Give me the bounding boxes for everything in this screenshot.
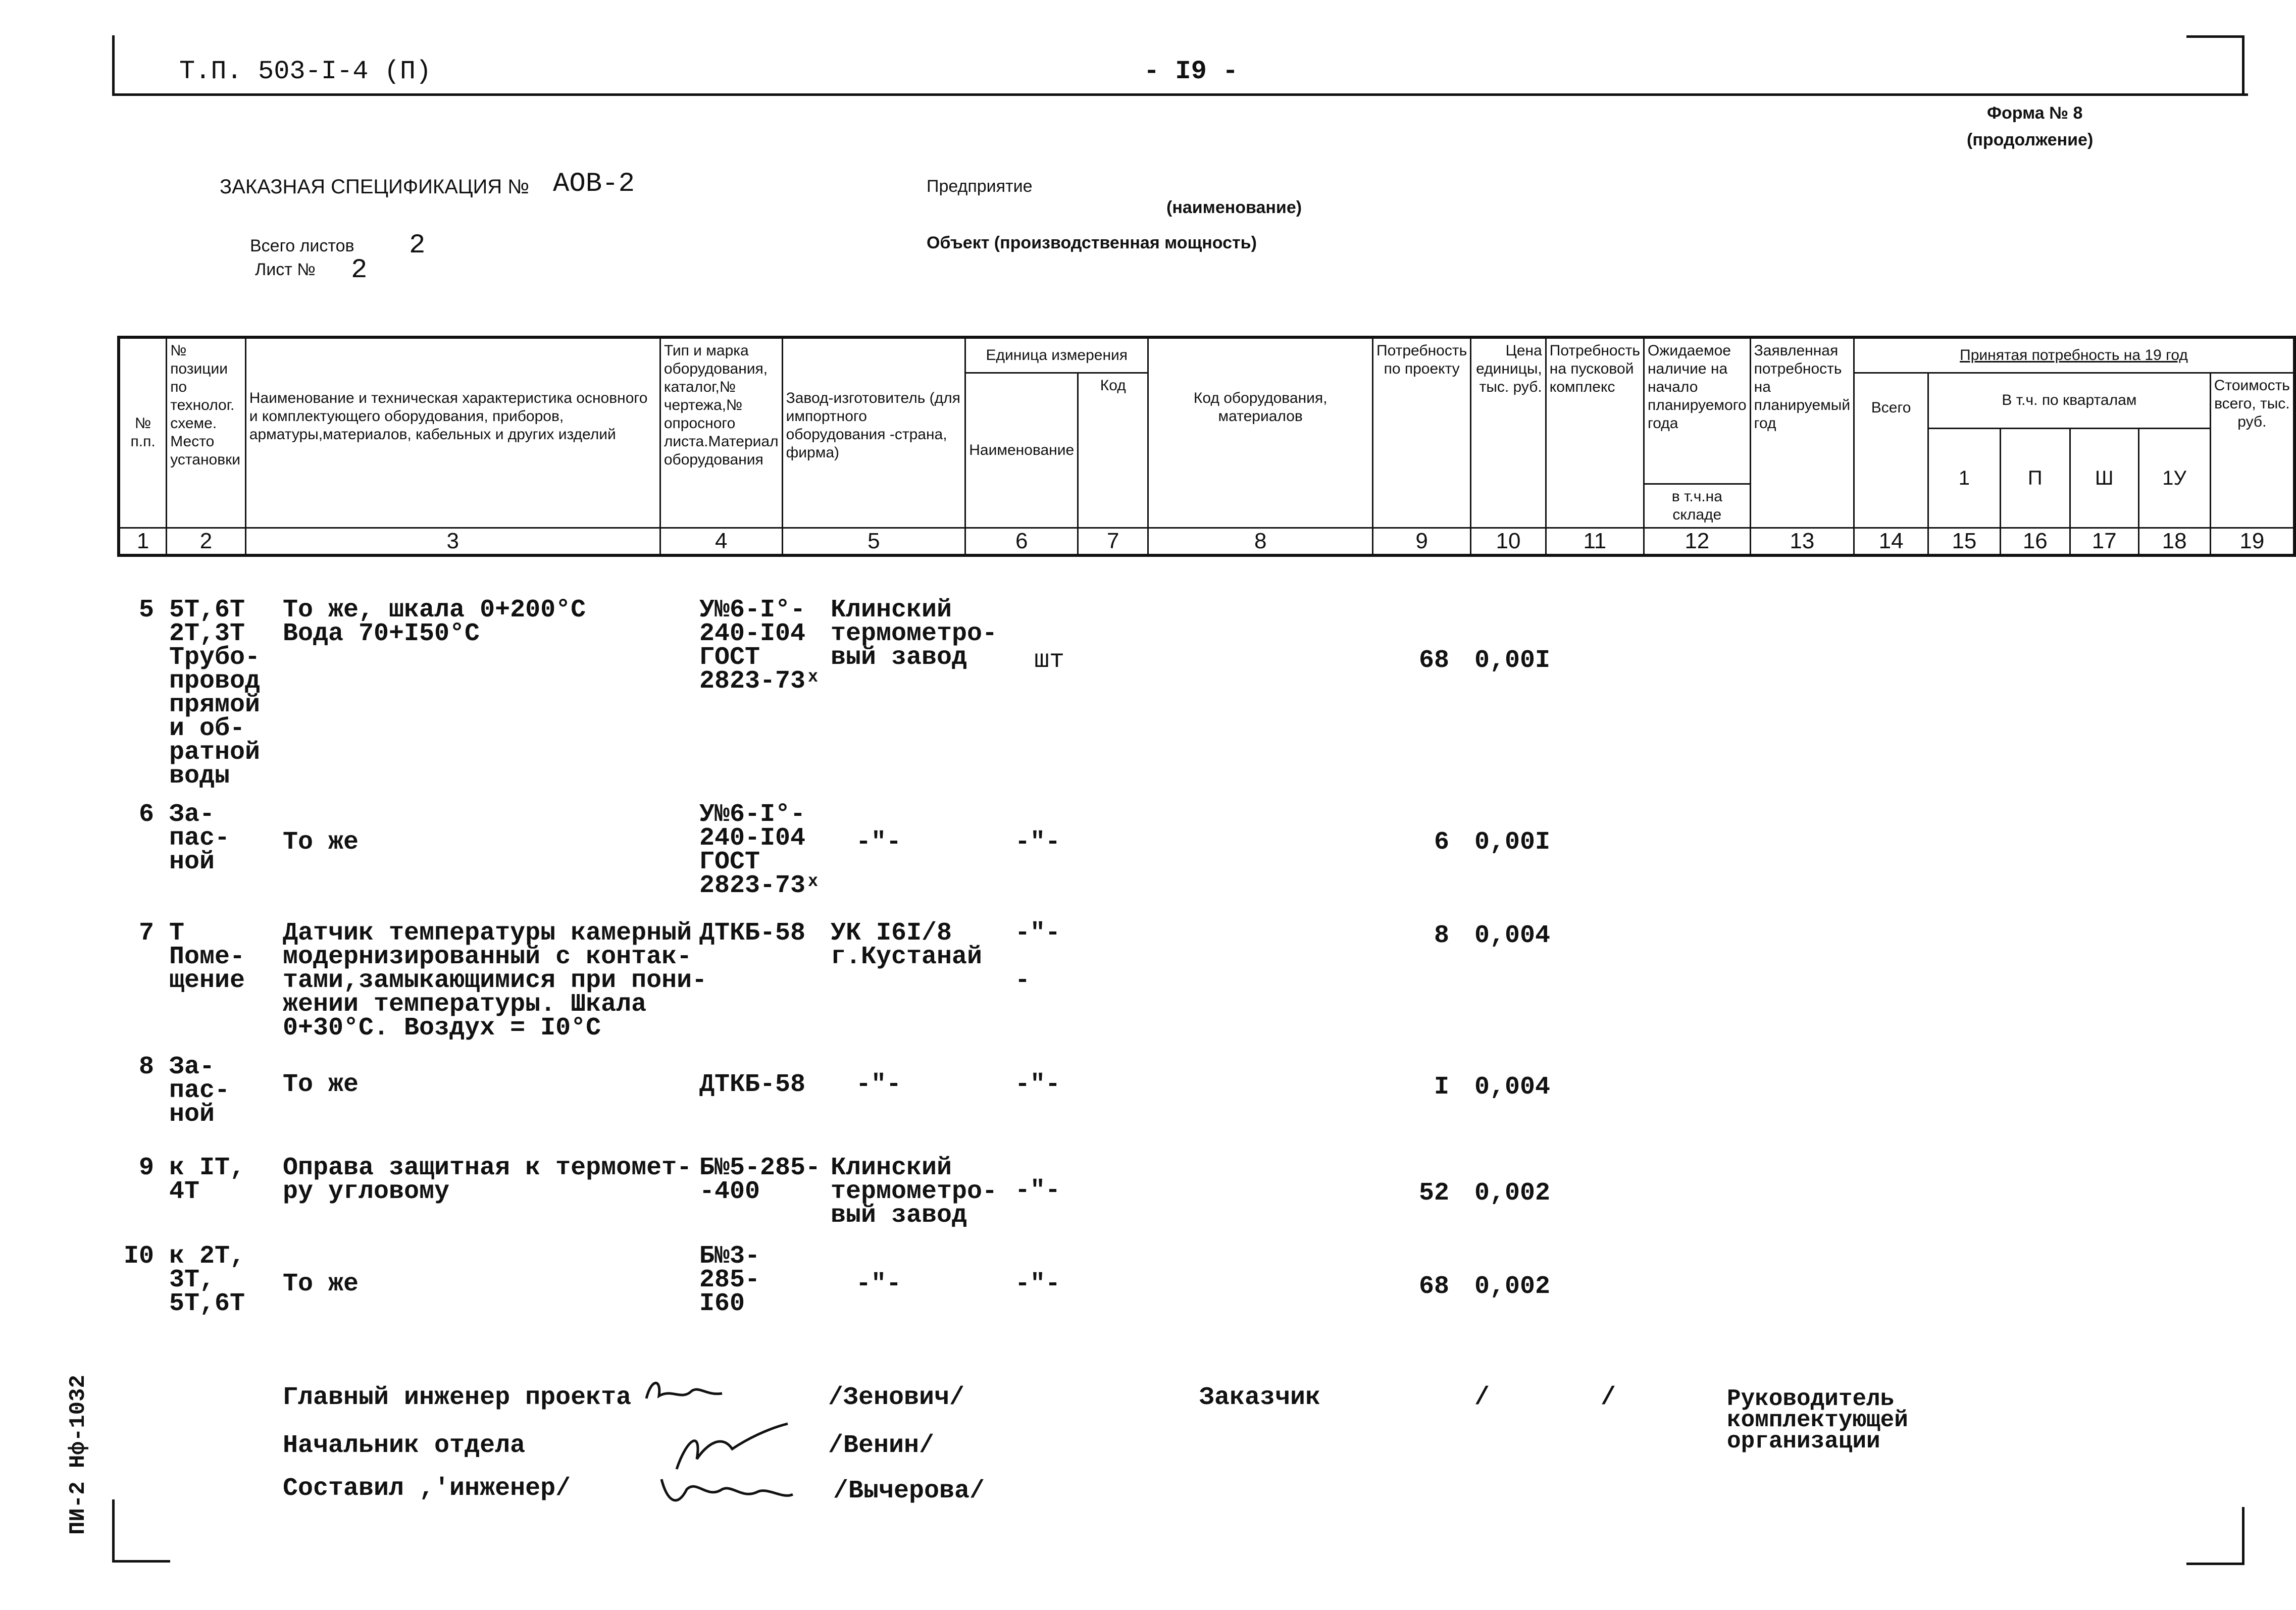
head-col-5: Завод-изготовитель (для импортного оборудования -страна, фирма) — [782, 337, 965, 528]
chief-engineer-name: /Зенович/ — [828, 1383, 965, 1412]
col-num: 8 — [1148, 528, 1373, 555]
head-col-16: П — [2000, 428, 2070, 528]
head-col-12b: в т.ч.на складе — [1644, 484, 1750, 528]
head-col-4: Тип и марка оборудования, каталог,№ чертежа,№ опросного листа.Материал оборудования — [660, 337, 782, 528]
object-label: Объект (производственная мощность) — [927, 233, 1257, 252]
row-type: У№6-I°- 240-I04 ГОСТ 2823-73ˣ — [699, 800, 821, 900]
enterprise-note: (наименование) — [1166, 198, 1302, 217]
row-name: То же, шкала 0+200°С Вода 70+I50°С — [283, 596, 586, 648]
signature-compiled — [656, 1469, 798, 1515]
row-number: 8 — [138, 1053, 154, 1081]
row-position: к 2Т, 3Т, 5Т,6Т — [169, 1242, 245, 1318]
row-type: ДТКБ-58 — [699, 919, 806, 948]
total-sheets-label: Всего листов — [250, 236, 354, 255]
row-number: 7 — [138, 919, 154, 948]
col-num: 5 — [782, 528, 965, 555]
dept-head-label: Начальник отдела — [283, 1431, 526, 1460]
chief-engineer-label: Главный инженер проекта — [283, 1383, 632, 1412]
frame-top-right-h — [2186, 35, 2244, 38]
sheet-value: 2 — [351, 255, 368, 286]
head-col-7: Код — [1078, 373, 1148, 528]
row-qty: 6 — [1434, 828, 1449, 857]
row-qty: 8 — [1434, 921, 1449, 950]
col-num: 10 — [1471, 528, 1546, 555]
head-col-1: № п.п. — [119, 337, 167, 528]
spec-number: АОВ-2 — [553, 169, 635, 199]
col-num: 11 — [1546, 528, 1644, 555]
row-maker: -"- — [856, 1270, 902, 1299]
row-qty: I — [1434, 1073, 1449, 1102]
col-num: 1 — [119, 528, 167, 555]
compiled-label: Составил ,'инженер/ — [283, 1474, 571, 1503]
col-num: 13 — [1750, 528, 1854, 555]
document-code: Т.П. 503-I-4 (П) — [179, 57, 432, 86]
col-num: 2 — [167, 528, 246, 555]
row-type: Б№5-285- -400 — [699, 1154, 821, 1206]
head-unit-group: Единица измерения — [965, 337, 1148, 373]
head-col-9: Потребность по проекту — [1373, 337, 1471, 528]
frame-bottom-right-v — [2242, 1507, 2244, 1565]
row-number: I0 — [123, 1242, 154, 1271]
col-num: 3 — [245, 528, 660, 555]
row-price: 0,00I — [1474, 646, 1551, 675]
row-maker: -"- — [856, 828, 902, 857]
frame-bottom-left-h — [112, 1560, 170, 1563]
spec-label: ЗАКАЗНАЯ СПЕЦИФИКАЦИЯ № — [220, 176, 530, 198]
col-num: 18 — [2138, 528, 2210, 555]
sheet-label: Лист № — [255, 260, 316, 279]
row-maker: -"- — [856, 1070, 902, 1099]
page-number: - I9 - — [1144, 57, 1239, 86]
head-quarters-group: В т.ч. по кварталам — [1928, 373, 2211, 428]
col-num: 19 — [2210, 528, 2294, 555]
row-unit: -"- — [1015, 1176, 1061, 1205]
col-num: 4 — [660, 528, 782, 555]
row-price: 0,00I — [1474, 828, 1551, 857]
frame-bottom-right-h — [2186, 1563, 2244, 1565]
row-position: к IТ, 4Т — [169, 1154, 245, 1206]
form-note: (продолжение) — [1967, 130, 2094, 149]
row-qty: 68 — [1418, 646, 1449, 675]
row-position: За- пас- ной — [169, 800, 230, 876]
row-name: Оправа защитная к термомет- ру угловому — [283, 1154, 692, 1206]
head-col-11: Потребность на пусковой комплекс — [1546, 337, 1644, 528]
head-col-14: Всего — [1854, 373, 1928, 528]
row-unit: -"- — [1015, 1270, 1061, 1299]
total-sheets-value: 2 — [409, 230, 426, 261]
dept-head-name: /Венин/ — [828, 1431, 935, 1460]
frame-bottom-left-v — [112, 1499, 115, 1563]
row-unit: -"- - — [1015, 919, 1061, 995]
row-name: Датчик температуры камерный модернизированный с контак- тами,замыкающимися при пони- жении температуры. Шкала 0+30°С. Воздух = I0°С — [283, 919, 707, 1043]
head-col-19: Стоимость всего, тыс. руб. — [2210, 373, 2294, 528]
row-position: 5Т,6Т 2Т,3Т Трубо- провод прямой и об- ратной воды — [169, 596, 261, 791]
head-col-18: 1У — [2138, 428, 2210, 528]
row-qty: 68 — [1418, 1272, 1449, 1301]
row-price: 0,002 — [1474, 1179, 1551, 1208]
head-col-10: Цена единицы, тыс. руб. — [1471, 337, 1546, 528]
row-type: ДТКБ-58 — [699, 1070, 806, 1099]
frame-top-right-v — [2242, 35, 2244, 96]
customer-label: Заказчик — [1199, 1383, 1321, 1412]
col-num: 9 — [1373, 528, 1471, 555]
row-unit: -"- — [1015, 1070, 1061, 1099]
row-price: 0,002 — [1474, 1272, 1551, 1301]
row-price: 0,004 — [1474, 921, 1551, 950]
row-maker: Клинский термометро- вый завод — [831, 596, 998, 672]
head-col-8: Код оборудования, материалов — [1148, 337, 1373, 528]
row-name: То же — [283, 1070, 359, 1099]
enterprise-label: Предприятие — [927, 177, 1033, 196]
row-type: У№6-I°- 240-I04 ГОСТ 2823-73ˣ — [699, 596, 821, 696]
row-number: 6 — [138, 800, 154, 829]
row-unit: шт — [1034, 646, 1065, 675]
col-num: 14 — [1854, 528, 1928, 555]
row-number: 9 — [138, 1154, 154, 1182]
row-type: Б№3- 285- I60 — [699, 1242, 760, 1318]
head-col-17: Ш — [2070, 428, 2138, 528]
row-maker: УК I6I/8 г.Кустанай — [831, 919, 983, 971]
customer-slash-1: / — [1474, 1383, 1490, 1412]
col-num: 6 — [965, 528, 1078, 555]
head-col-12: Ожидаемое наличие на начало планируемого года — [1644, 337, 1750, 484]
col-num: 15 — [1928, 528, 2001, 555]
head-col-3: Наименование и техническая характеристика основного и комплектующего оборудования, приборов, арматуры,материалов, кабельных и других изделий — [245, 337, 660, 528]
row-position: За- пас- ной — [169, 1053, 230, 1129]
head-col-13: Заявленная потребность на планируемый год — [1750, 337, 1854, 528]
spec-table-header — [117, 336, 2296, 557]
col-num: 16 — [2000, 528, 2070, 555]
row-qty: 52 — [1418, 1179, 1449, 1208]
side-code: ПИ-2 Нф-1032 — [66, 1375, 91, 1535]
customer-slash-2: / — [1601, 1383, 1616, 1412]
head-col-6: Наименование — [965, 373, 1078, 528]
col-num: 12 — [1644, 528, 1750, 555]
compiled-name: /Вычерова/ — [833, 1477, 985, 1505]
head-col-15: 1 — [1928, 428, 2001, 528]
signature-chief — [641, 1373, 732, 1409]
row-name: То же — [283, 1270, 359, 1299]
form-number: Форма № 8 — [1987, 103, 2083, 123]
row-maker: Клинский термометро- вый завод — [831, 1154, 998, 1230]
frame-top-left-v — [112, 35, 115, 96]
row-name: То же — [283, 828, 359, 857]
head-col-2: № позиции по технолог. схеме. Место установки — [167, 337, 246, 528]
head-accepted-group: Принятая потребность на 19 год — [1854, 337, 2294, 373]
row-number: 5 — [138, 596, 154, 625]
col-num: 17 — [2070, 528, 2138, 555]
frame-top-left-h — [112, 93, 2248, 96]
row-position: Т Поме- щение — [169, 919, 245, 995]
col-num: 7 — [1078, 528, 1148, 555]
row-price: 0,004 — [1474, 1073, 1551, 1102]
row-unit: -"- — [1015, 828, 1061, 857]
supplier-head-label: Руководитель комплектующей организации — [1727, 1386, 1908, 1455]
